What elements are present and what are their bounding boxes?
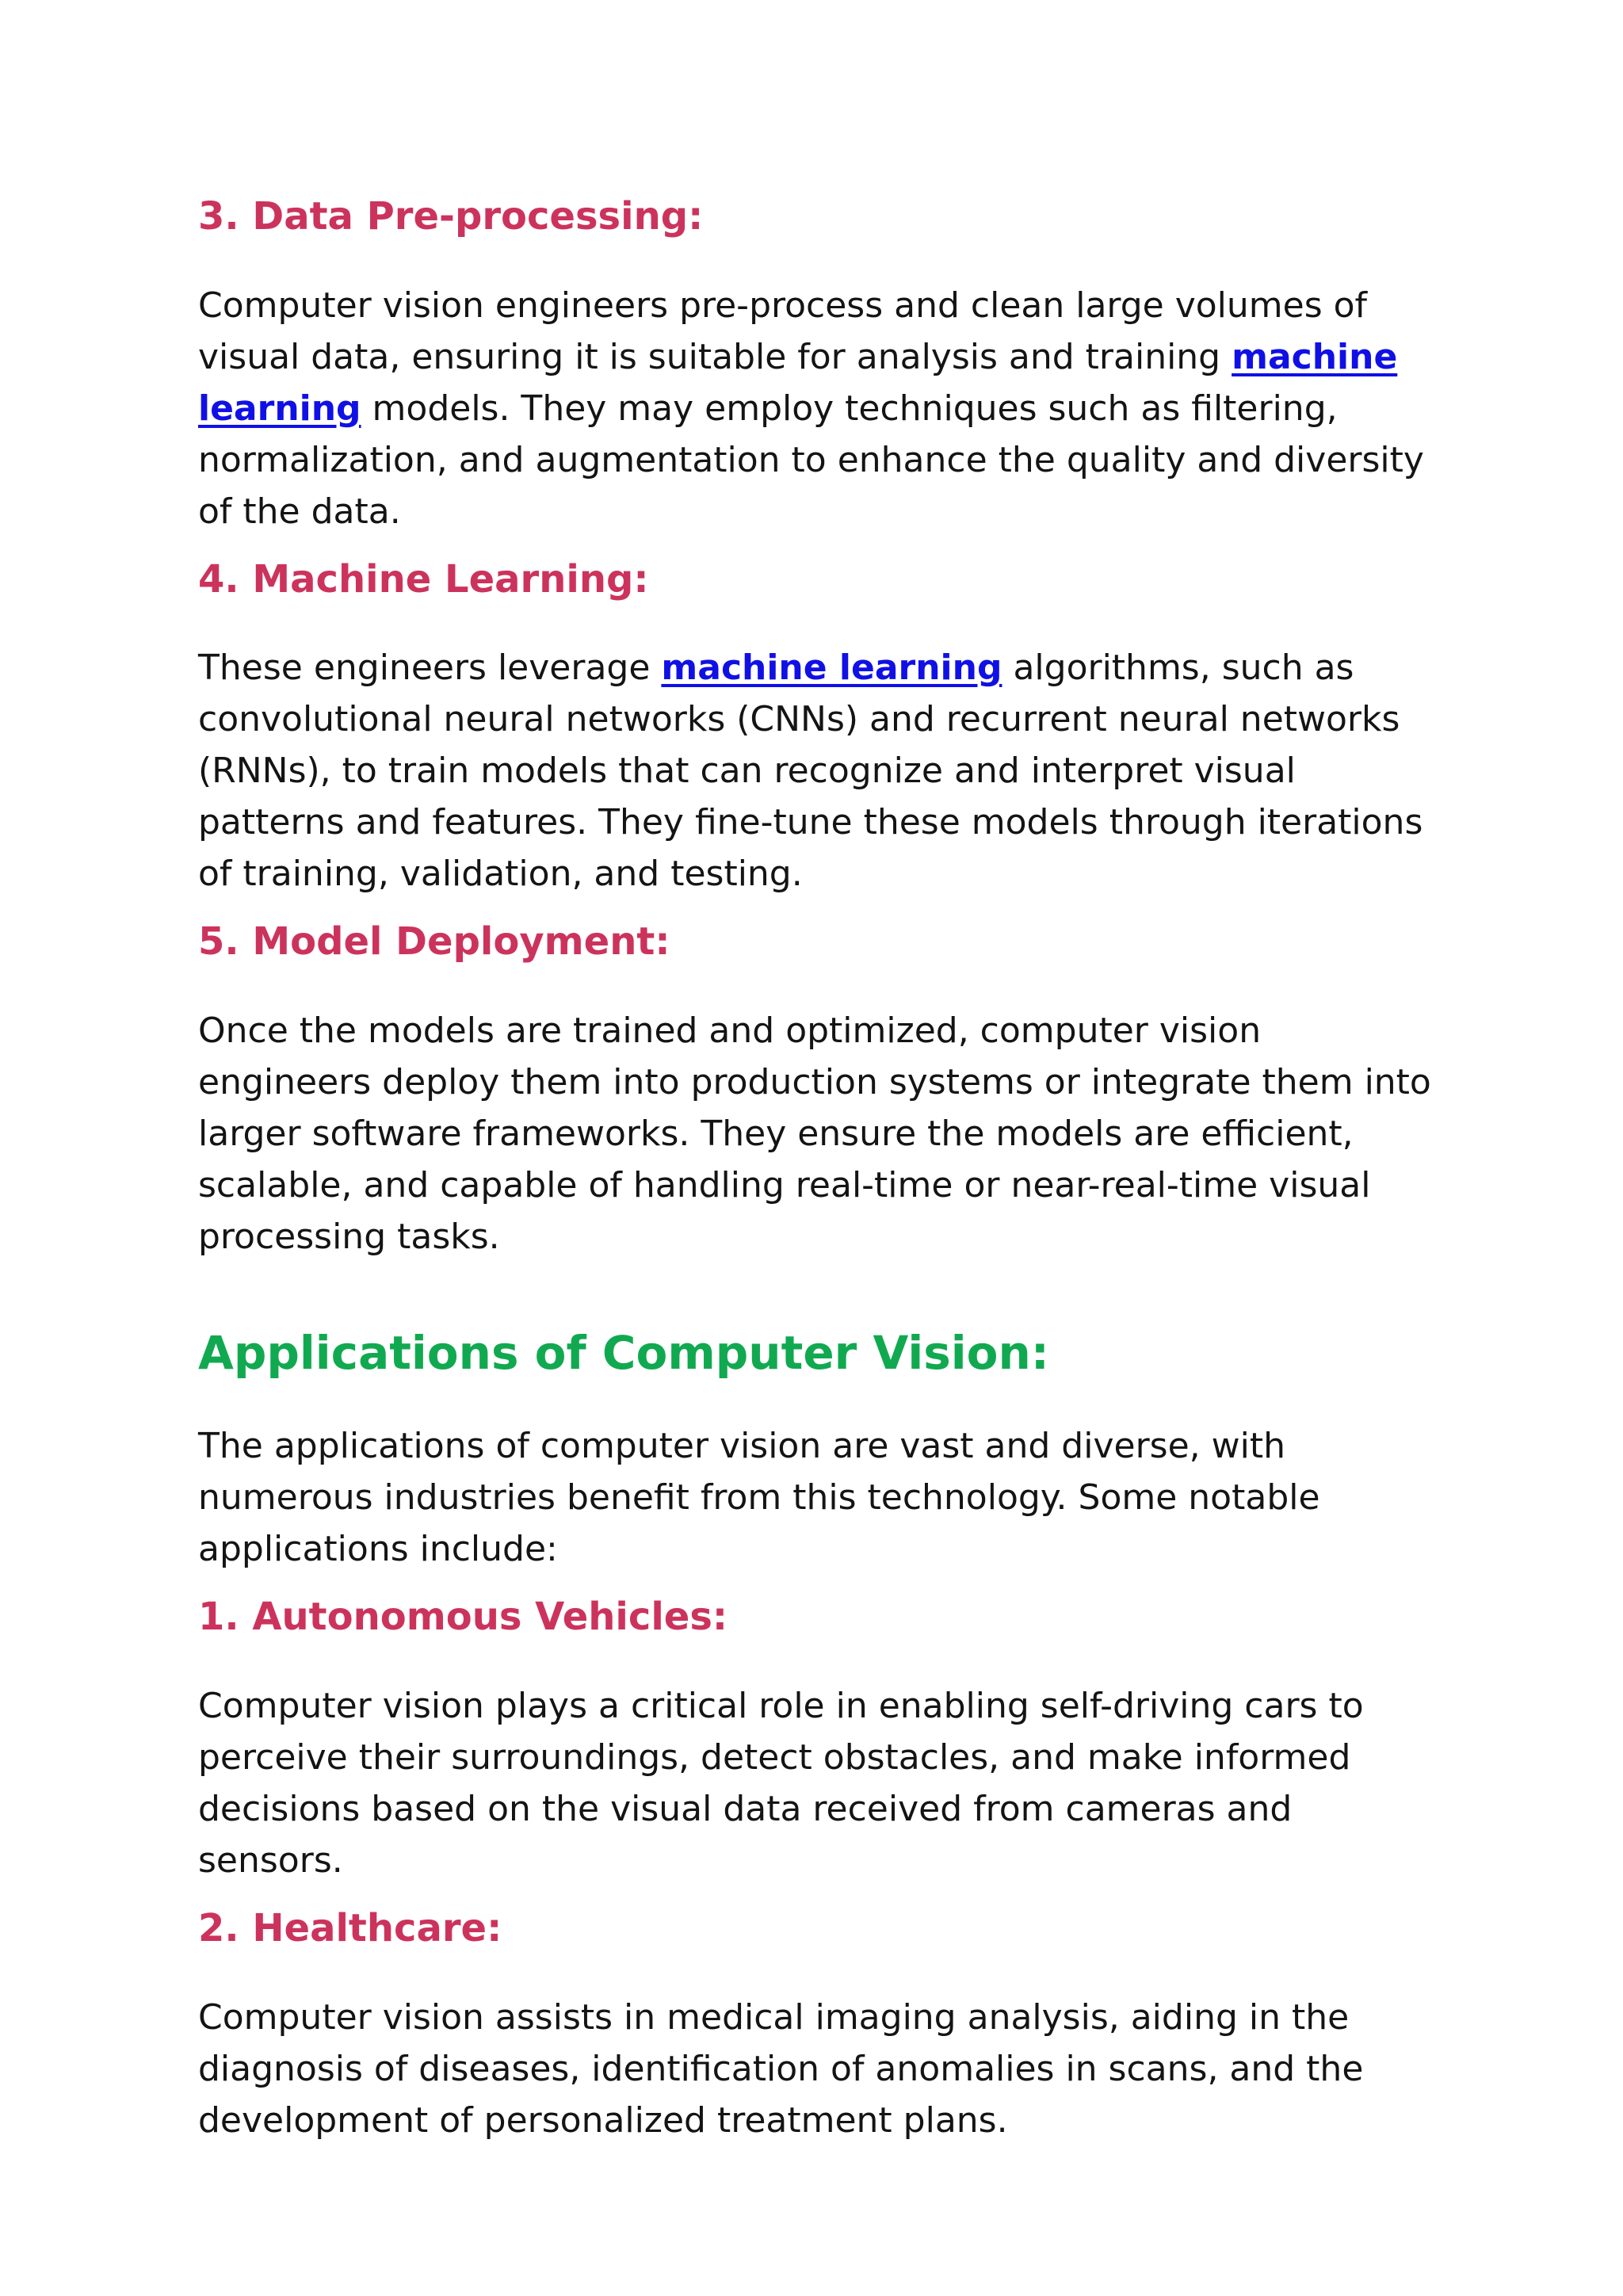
heading-healthcare: 2. Healthcare: [198, 1905, 502, 1950]
heading-applications: Applications of Computer Vision: [198, 1325, 1049, 1380]
machine-learning-link[interactable]: machine learning [198, 336, 1398, 429]
heading-autonomous-vehicles: 1. Autonomous Vehicles: [198, 1595, 728, 1640]
section-spacer [198, 1282, 1442, 1326]
heading-machine-learning: 4. Machine Learning: [198, 556, 649, 602]
paragraph-text: models. They may employ techniques such as filtering, normalization, and augmentation to enhance the quality and diversity of the data. [198, 388, 1424, 532]
paragraph-autonomous-vehicles: Computer vision plays a critical role in enabling self-driving cars to perceive their surroundings, detect obstacles, and make informed decisions based on the visual data received from cameras and sensors. [198, 1685, 1364, 1881]
paragraph-text: Computer vision engineers pre-process and clean large volumes of visual data, ensuring it is suitable for analysis and training [198, 285, 1368, 377]
paragraph-applications-intro: The applications of computer vision are vast and diverse, with numerous industries benefit from this technology. Some notable applications include: [198, 1426, 1320, 1570]
paragraph-machine-learning [198, 642, 1442, 900]
paragraph-model-deployment: Once the models are trained and optimized, computer vision engineers deploy them into production systems or integrate them into larger software frameworks. They ensure the models are efficient, scalable, and capable of handling real-time or near-real-time visual processing tasks. [198, 1010, 1431, 1257]
paragraph-data-preprocessing [198, 280, 1442, 537]
paragraph-text: These engineers leverage [198, 648, 662, 689]
paragraph-text: algorithms, such as convolutional neural networks (CNNs) and recurrent neural networks (RNNs), to train models that can recognize and interpret visual patterns and features. They fine-tune these models through iterations of training, validation, and testing. [198, 648, 1423, 895]
paragraph-healthcare: Computer vision assists in medical imaging analysis, aiding in the diagnosis of diseases, identification of anomalies in scans, and the development of personalized treatment plans. [198, 1996, 1364, 2141]
machine-learning-link[interactable]: machine learning [661, 648, 1002, 689]
heading-model-deployment: 5. Model Deployment: [198, 919, 670, 965]
heading-data-preprocessing: 3. Data Pre-processing: [198, 194, 704, 239]
document-page [198, 194, 1442, 2166]
